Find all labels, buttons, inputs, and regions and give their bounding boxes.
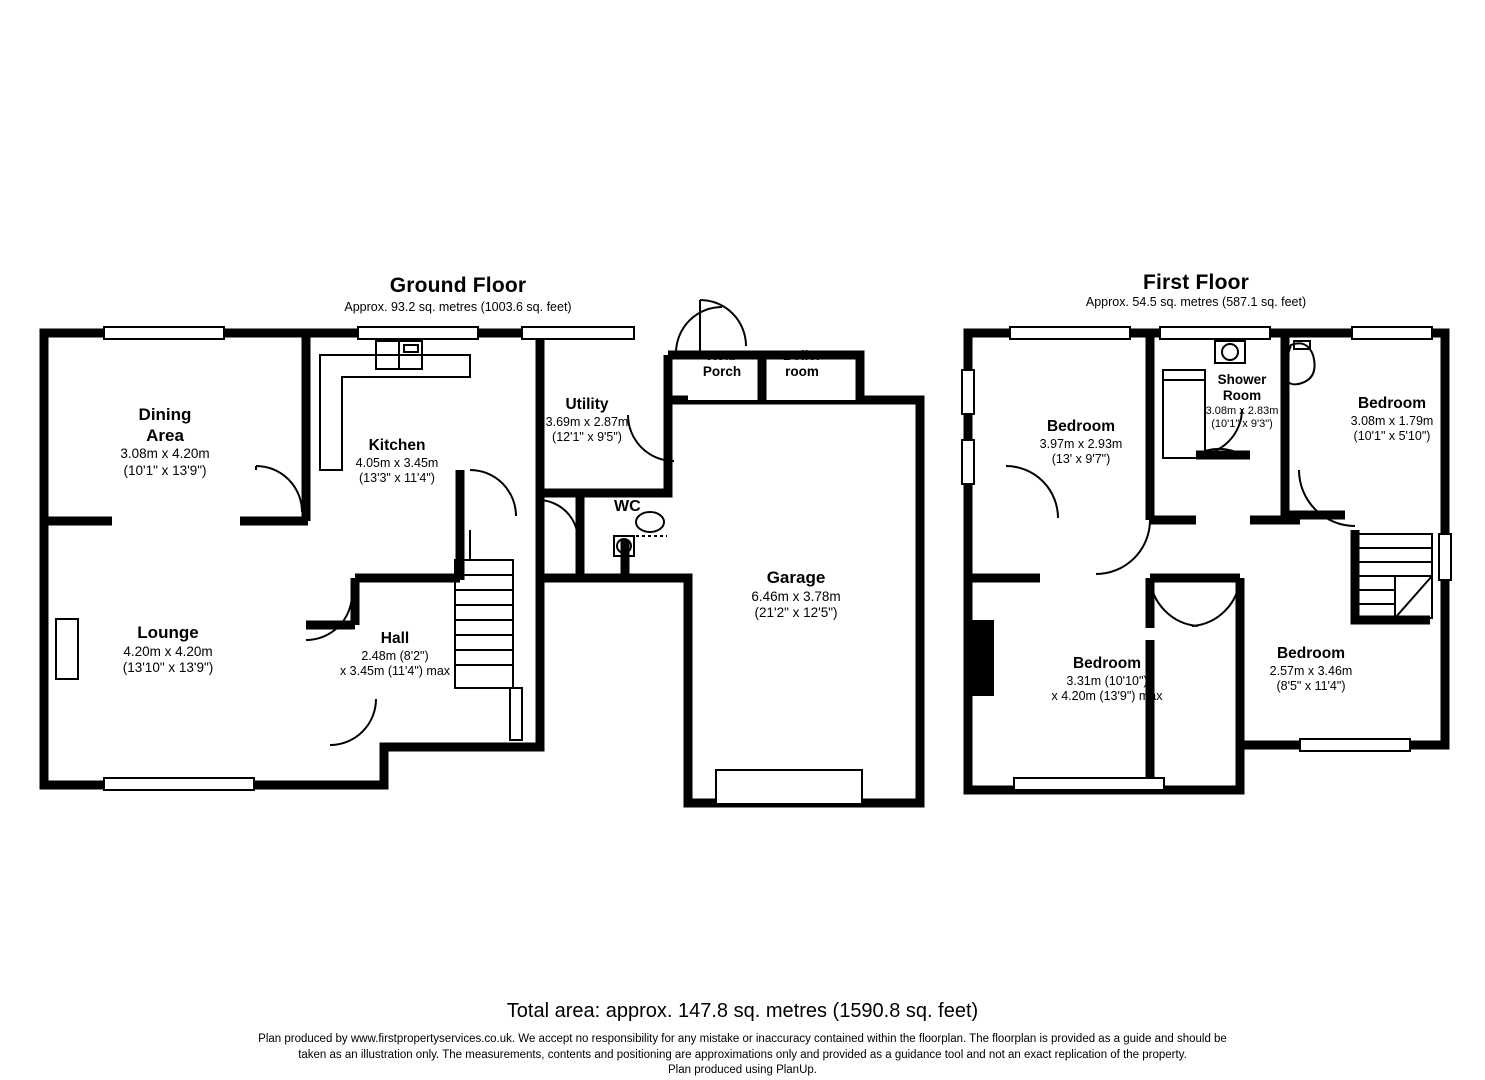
- room-kitchen-metric: 4.05m x 3.45m: [355, 455, 439, 470]
- disclaimer: [0, 1032, 1485, 1079]
- room-utility-name: Utility: [565, 396, 609, 413]
- room-hall-name: Hall: [380, 630, 410, 647]
- first-floor-subtitle: Approx. 54.5 sq. metres (587.1 sq. feet): [1085, 295, 1307, 309]
- ground-floor-title: Ground Floor: [389, 274, 527, 297]
- room-boiler-name: Boiler: [782, 348, 822, 363]
- room-shower-name2: Room: [1222, 388, 1262, 404]
- room-bedroom-2: [1313, 395, 1471, 444]
- ground-floor-subtitle: Approx. 93.2 sq. metres (1003.6 sq. feet): [344, 300, 572, 314]
- room-shower-imperial: (10'1" x 9'3"): [1211, 418, 1273, 431]
- room-bedroom-3: [1012, 655, 1202, 704]
- window-shower-top: [1160, 327, 1270, 339]
- room-dining-area: [65, 405, 265, 479]
- room-rear-porch-name: Rear: [706, 348, 738, 363]
- total-area-text: Total area: approx. 147.8 sq. metres (1590.8 sq. feet): [506, 1000, 979, 1022]
- room-utility: [492, 396, 682, 445]
- room-shower-metric: 3.08m x 2.83m: [1205, 404, 1279, 417]
- room-bedroom-4: [1216, 645, 1406, 694]
- window-bed3-bottom: [1014, 778, 1164, 790]
- room-bedroom-4-metric: 2.57m x 3.46m: [1269, 663, 1353, 678]
- window-bed1-left-2: [962, 440, 974, 484]
- room-boiler: [758, 348, 846, 381]
- room-shower-name: Shower: [1217, 372, 1267, 387]
- room-bedroom-3-imperial: x 4.20m (13'9") max: [1051, 689, 1163, 704]
- window-stairs-right: [1439, 534, 1451, 580]
- room-lounge-imperial: (13'10" x 13'9"): [122, 660, 214, 676]
- window-bed2-top: [1352, 327, 1432, 339]
- room-kitchen-name: Kitchen: [368, 437, 426, 454]
- room-wc-label: WC: [614, 498, 641, 515]
- room-bedroom-2-name: Bedroom: [1357, 395, 1427, 412]
- wall-chimney-breast: [968, 620, 994, 696]
- room-bedroom-1: [990, 418, 1172, 467]
- window-bed4-bottom: [1300, 739, 1410, 751]
- room-dining-area-name: Dining: [138, 405, 192, 424]
- window-dining-top: [104, 327, 224, 339]
- room-bedroom-1-metric: 3.97m x 2.93m: [1039, 436, 1123, 451]
- room-kitchen: [302, 437, 492, 486]
- disclaimer-line-2: taken as an illustration only. The measurements, contents and positioning are approximations only and provided as a guidance tool and not an exact replication of the property.: [298, 1048, 1187, 1061]
- room-dining-area-name2: Area: [146, 425, 184, 445]
- room-hall-imperial: x 3.45m (11'4") max: [339, 664, 451, 679]
- room-garage-metric: 6.46m x 3.78m: [751, 588, 841, 604]
- window-bed1-left: [962, 370, 974, 414]
- room-dining-area-imperial: (10'1" x 13'9"): [123, 462, 207, 478]
- room-shower: [1186, 372, 1298, 432]
- room-utility-metric: 3.69m x 2.87m: [545, 414, 629, 429]
- room-hall-metric: 2.48m (8'2"): [361, 648, 429, 663]
- room-bedroom-2-imperial: (10'1" x 5'10"): [1353, 429, 1431, 444]
- room-bedroom-4-imperial: (8'5" x 11'4"): [1276, 679, 1346, 694]
- room-bedroom-3-metric: 3.31m (10'10"): [1066, 673, 1148, 688]
- garage-door: [716, 770, 862, 804]
- room-rear-porch-name2: Porch: [702, 364, 742, 380]
- disclaimer-line-3: Plan produced using PlanUp.: [668, 1064, 817, 1077]
- disclaimer-line-1: Plan produced by www.firstpropertyservices.co.uk. We accept no responsibility for any mistake or inaccuracy contained within the floorplan. The floorplan is provided as a guide and should be: [258, 1033, 1227, 1045]
- room-dining-area-metric: 3.08m x 4.20m: [120, 446, 210, 462]
- room-lounge-name: Lounge: [137, 623, 199, 642]
- room-garage-imperial: (21'2" x 12'5"): [754, 605, 838, 621]
- room-lounge-metric: 4.20m x 4.20m: [123, 643, 213, 659]
- room-bedroom-3-name: Bedroom: [1072, 655, 1142, 672]
- window-lounge-bottom: [104, 778, 254, 790]
- hob: [404, 345, 418, 352]
- window-hall-right: [510, 688, 522, 740]
- room-garage: [700, 568, 892, 622]
- window-bed1-top: [1010, 327, 1130, 339]
- room-rear-porch: [678, 348, 766, 381]
- room-hall: [296, 630, 494, 679]
- room-boiler-name2: room: [785, 364, 819, 380]
- room-bedroom-2-metric: 3.08m x 1.79m: [1350, 413, 1434, 428]
- room-bedroom-1-imperial: (13' x 9'7"): [1051, 452, 1111, 467]
- room-garage-name: Garage: [766, 568, 826, 587]
- room-kitchen-imperial: (13'3" x 11'4"): [359, 471, 435, 486]
- window-kitchen-top: [358, 327, 478, 339]
- room-utility-imperial: (12'1" x 9'5"): [552, 430, 622, 445]
- window-utility-top: [522, 327, 634, 339]
- room-lounge: [68, 623, 268, 677]
- staircase-first: [1358, 534, 1432, 618]
- room-bedroom-4-name: Bedroom: [1276, 645, 1346, 662]
- room-bedroom-1-name: Bedroom: [1046, 418, 1116, 435]
- first-floor-title: First Floor: [1142, 271, 1250, 294]
